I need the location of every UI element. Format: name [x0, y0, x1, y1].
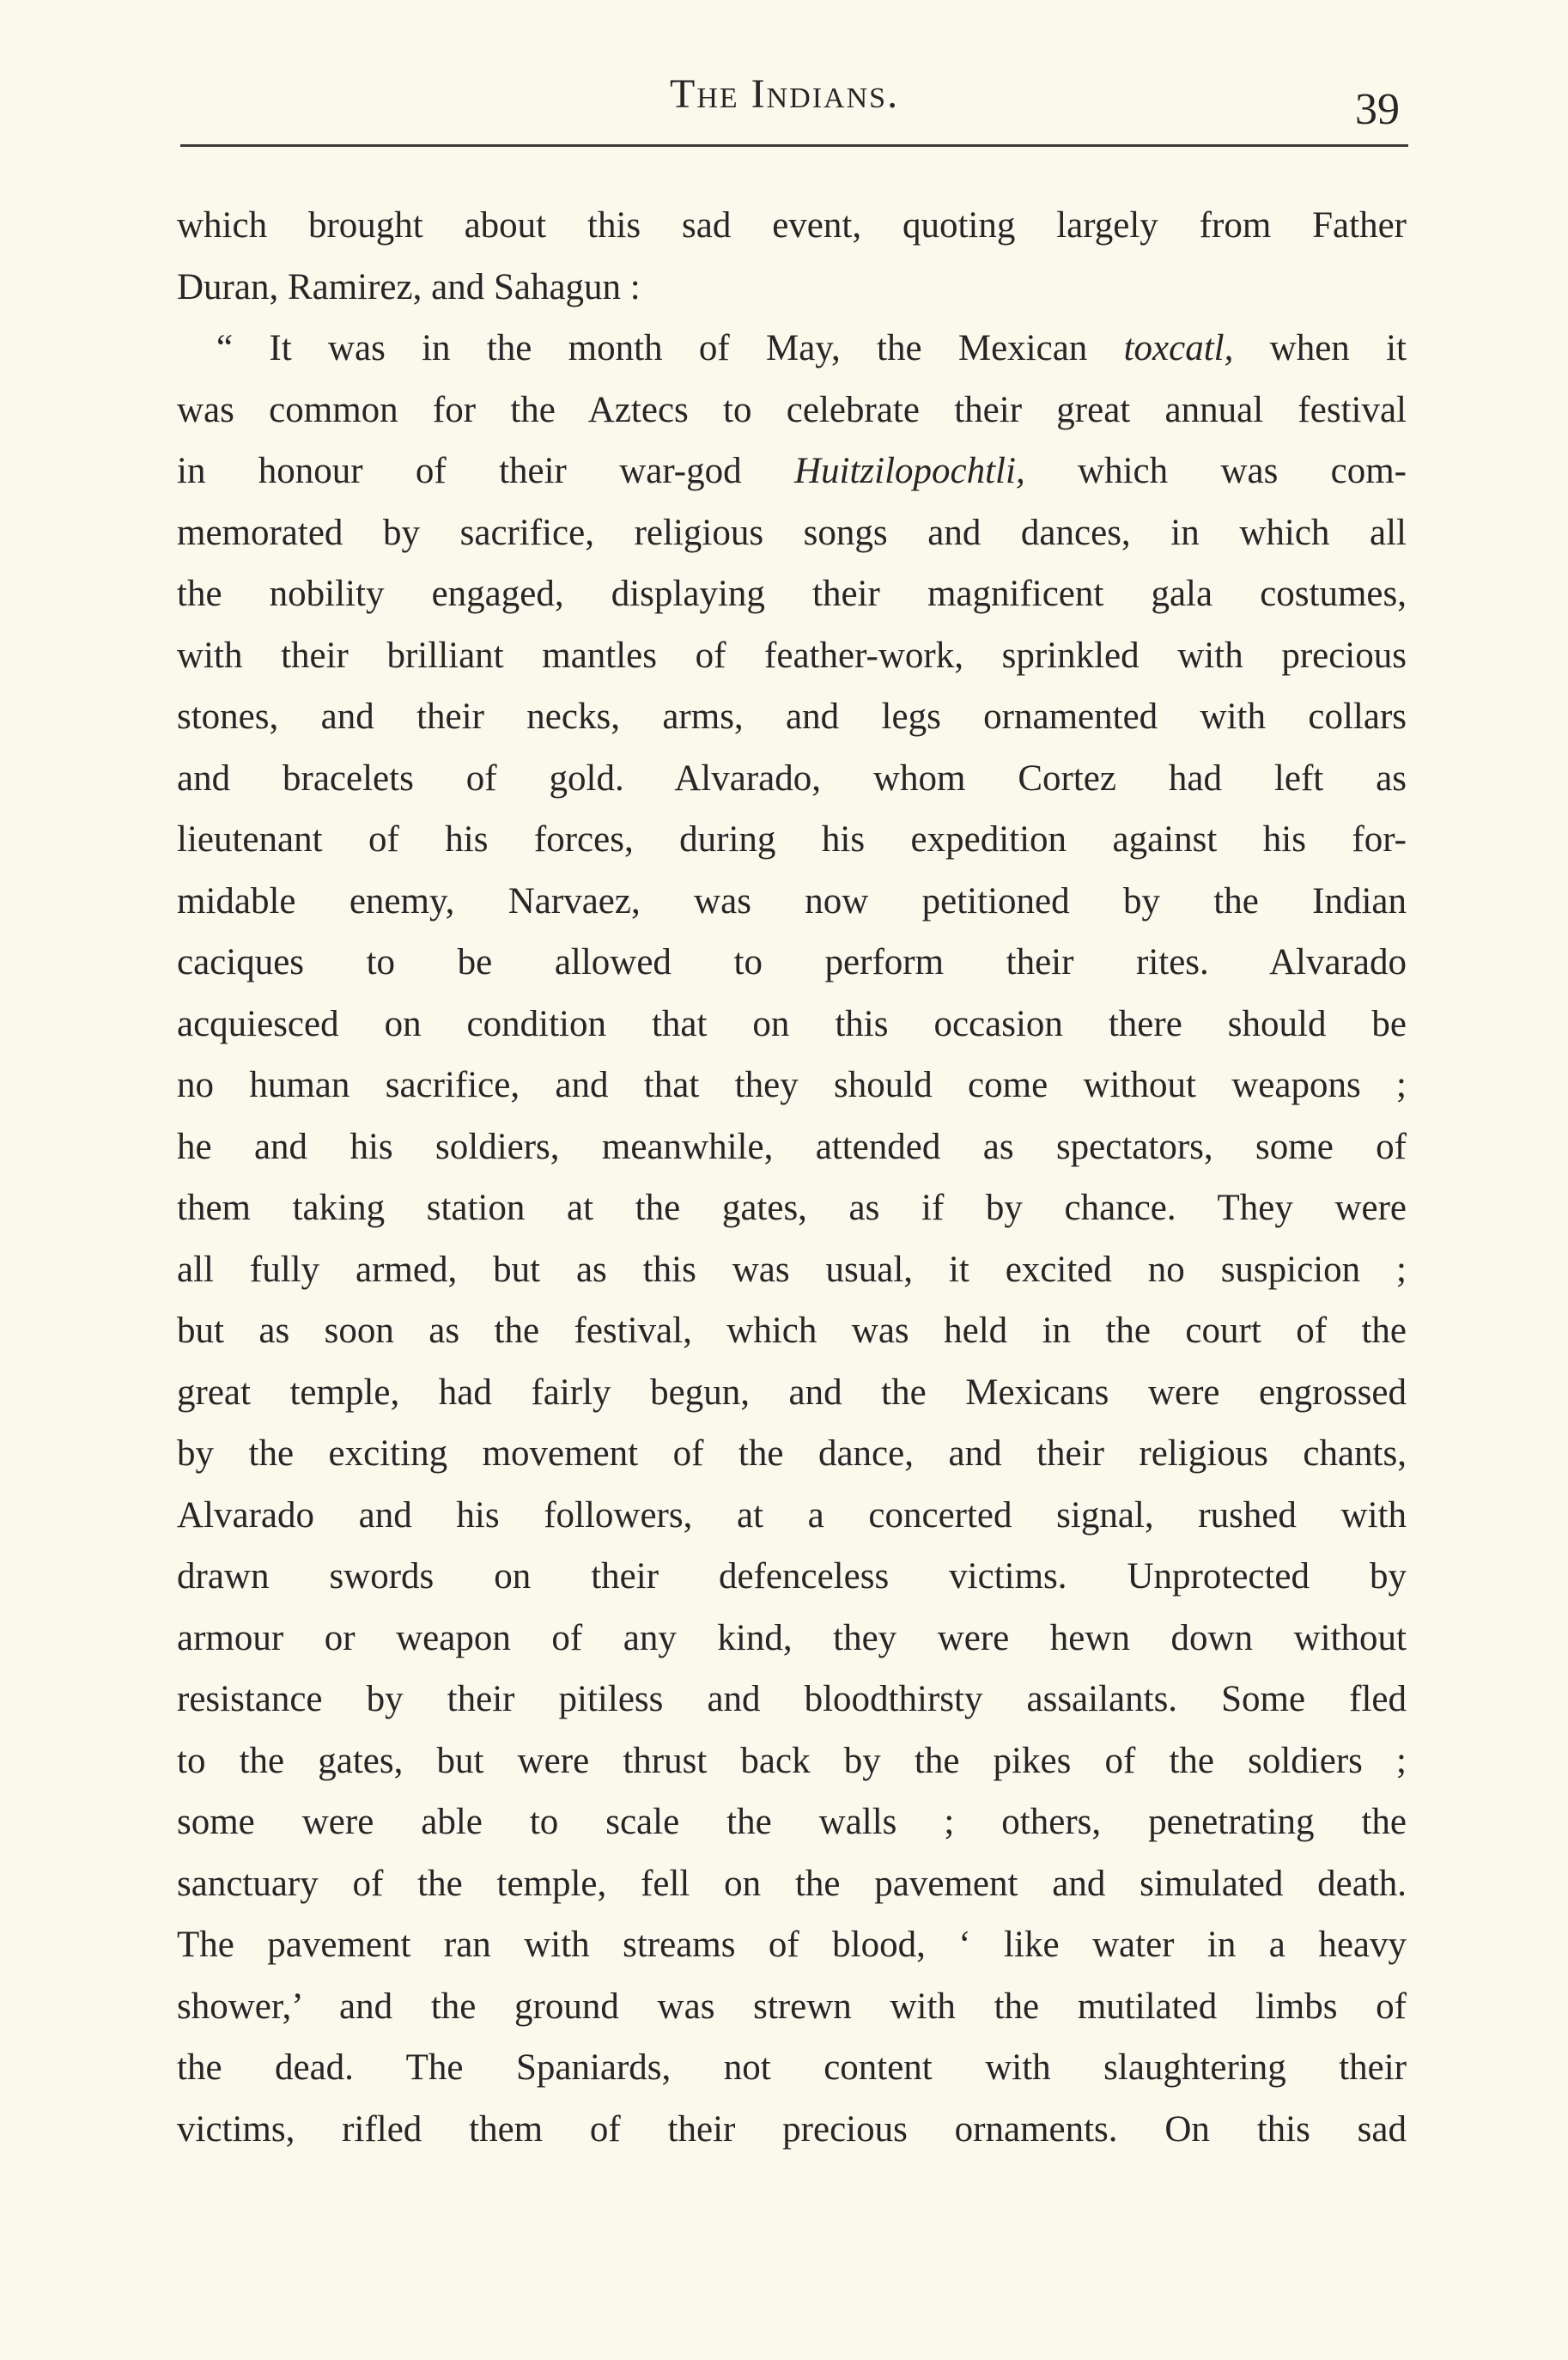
italic-term-huitzilopochtli: Huitzilopochtli, [793, 451, 1025, 491]
text-line-14: acquiesced on condition that on this occasion there should be [177, 1003, 1407, 1044]
text-line-17: them taking station at the gates, as if by chance. They were [177, 1188, 1407, 1228]
text-line-05-end: which was com- [1024, 451, 1407, 491]
text-line-25: resistance by their pitiless and bloodthirsty assailants. Some fled [177, 1679, 1407, 1719]
text-line-09: stones, and their necks, arms, and legs ornamented with collars [177, 696, 1407, 737]
text-line-24: armour or weapon of any kind, they were hewn down without [177, 1617, 1407, 1658]
text-line-26: to the gates, but were thrust back by the pikes of the soldiers ; [177, 1740, 1407, 1781]
text-line-04: was common for the Aztecs to celebrate their great annual festival [177, 389, 1407, 430]
italic-term-toxcatl: toxcatl, [1123, 328, 1234, 368]
text-line-02: Duran, Ramirez, and Sahagun : [177, 266, 641, 307]
text-line-23: drawn swords on their defenceless victims. Unprotected by [177, 1556, 1407, 1597]
text-line-19: but as soon as the festival, which was held in the court of the [177, 1311, 1407, 1351]
running-head [0, 64, 1568, 132]
text-line-10: and bracelets of gold. Alvarado, whom Cortez had left as [177, 757, 1407, 799]
header-rule [180, 144, 1408, 147]
text-line-12: midable enemy, Narvaez, was now petitioned by the Indian [177, 880, 1407, 921]
text-line-30: shower,’ and the ground was strewn with the mutilated limbs of [177, 1986, 1407, 2027]
text-line-03 [177, 318, 1407, 380]
text-line-16: he and his soldiers, meanwhile, attended as spectators, some of [177, 1126, 1407, 1167]
text-line-27: some were able to scale the walls ; others, penetrating the [177, 1802, 1407, 1842]
text-line-15: no human sacrifice, and that they should come without weapons ; [177, 1065, 1407, 1105]
text-line-05-start: in honour of their war-god [177, 451, 794, 491]
text-line-28: sanctuary of the temple, fell on the pavement and simulated death. [177, 1863, 1407, 1904]
running-title: The Indians. [670, 71, 900, 117]
text-line-03-end: when it [1233, 328, 1407, 368]
text-line-18: all fully armed, but as this was usual, it excited no suspicion ; [177, 1249, 1407, 1290]
text-line-32: victims, rifled them of their precious ornaments. On this sad [177, 2108, 1407, 2150]
body-text [177, 195, 1407, 2160]
text-line-03-start: “ It was in the month of May, the Mexican [216, 328, 1124, 368]
text-line-29: The pavement ran with streams of blood, ‘ like water in a heavy [177, 1925, 1407, 1965]
text-line-01: which brought about this sad event, quoting largely from Father [177, 205, 1407, 246]
page-number: 39 [1355, 85, 1400, 134]
text-line-08: with their brilliant mantles of feather-work, sprinkled with precious [177, 635, 1407, 676]
text-line-13: caciques to be allowed to perform their rites. Alvarado [177, 942, 1407, 982]
text-line-05 [177, 441, 1407, 502]
text-line-31: the dead. The Spaniards, not content with slaughtering their [177, 2047, 1407, 2088]
text-line-06: memorated by sacrifice, religious songs and dances, in which all [177, 512, 1407, 553]
text-line-20: great temple, had fairly begun, and the Mexicans were engrossed [177, 1372, 1407, 1413]
text-line-21: by the exciting movement of the dance, and their religious chants, [177, 1433, 1407, 1474]
text-line-22: Alvarado and his followers, at a concerted signal, rushed with [177, 1494, 1407, 1536]
text-line-07: the nobility engaged, displaying their magnificent gala costumes, [177, 574, 1407, 614]
text-line-11: lieutenant of his forces, during his expedition against his for- [177, 819, 1407, 860]
